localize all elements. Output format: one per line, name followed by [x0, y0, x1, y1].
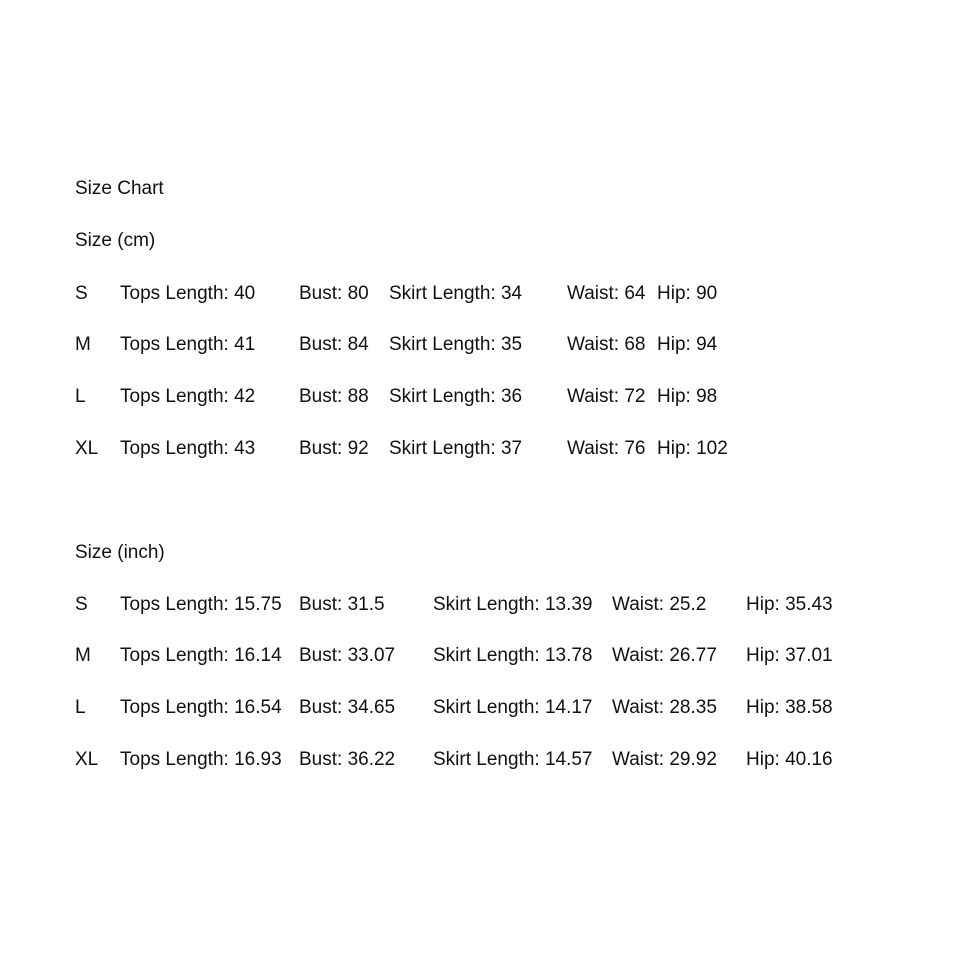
table-row — [0, 594, 960, 616]
hip-value: Hip: 38.58 — [746, 697, 833, 718]
skirt-length-value: Skirt Length: 34 — [389, 283, 523, 304]
size-label: M — [75, 645, 91, 666]
skirt-length-value: Skirt Length: 35 — [389, 334, 523, 355]
size-label: XL — [75, 438, 99, 459]
table-row — [0, 334, 960, 356]
skirt-length-value: Skirt Length: 36 — [389, 386, 523, 407]
hip-value: Hip: 35.43 — [746, 594, 833, 615]
bust-value: Bust: 84 — [299, 334, 369, 355]
hip-value: Hip: 40.16 — [746, 749, 833, 770]
table-row — [0, 438, 960, 460]
skirt-length-value: Skirt Length: 37 — [389, 438, 523, 459]
skirt-length-value: Skirt Length: 14.57 — [433, 749, 593, 770]
waist-value: Waist: 64 — [567, 283, 646, 304]
table-row — [0, 283, 960, 305]
size-label: S — [75, 283, 88, 304]
table-row — [0, 386, 960, 408]
hip-value: Hip: 37.01 — [746, 645, 833, 666]
size-label: S — [75, 594, 88, 615]
size-label: L — [75, 386, 86, 407]
waist-value: Waist: 72 — [567, 386, 646, 407]
tops-length-value: Tops Length: 43 — [120, 438, 256, 459]
skirt-length-value: Skirt Length: 13.39 — [433, 594, 593, 615]
hip-value: Hip: 90 — [657, 283, 718, 304]
bust-value: Bust: 92 — [299, 438, 369, 459]
table-row — [0, 697, 960, 719]
hip-value: Hip: 102 — [657, 438, 728, 459]
skirt-length-value: Skirt Length: 14.17 — [433, 697, 593, 718]
inch-section-heading: Size (inch) — [75, 542, 165, 563]
bust-value: Bust: 34.65 — [299, 697, 396, 718]
bust-value: Bust: 80 — [299, 283, 369, 304]
hip-value: Hip: 94 — [657, 334, 718, 355]
skirt-length-value: Skirt Length: 13.78 — [433, 645, 593, 666]
tops-length-value: Tops Length: 15.75 — [120, 594, 282, 615]
tops-length-value: Tops Length: 40 — [120, 283, 256, 304]
bust-value: Bust: 88 — [299, 386, 369, 407]
bust-value: Bust: 36.22 — [299, 749, 396, 770]
tops-length-value: Tops Length: 16.14 — [120, 645, 282, 666]
tops-length-value: Tops Length: 42 — [120, 386, 256, 407]
waist-value: Waist: 25.2 — [612, 594, 707, 615]
waist-value: Waist: 29.92 — [612, 749, 717, 770]
cm-section-heading: Size (cm) — [75, 230, 156, 251]
tops-length-value: Tops Length: 16.93 — [120, 749, 282, 770]
waist-value: Waist: 76 — [567, 438, 646, 459]
table-row — [0, 645, 960, 667]
waist-value: Waist: 68 — [567, 334, 646, 355]
size-label: XL — [75, 749, 99, 770]
waist-value: Waist: 28.35 — [612, 697, 717, 718]
size-label: L — [75, 697, 86, 718]
bust-value: Bust: 31.5 — [299, 594, 385, 615]
tops-length-value: Tops Length: 16.54 — [120, 697, 282, 718]
size-label: M — [75, 334, 91, 355]
bust-value: Bust: 33.07 — [299, 645, 396, 666]
page-title: Size Chart — [75, 178, 164, 199]
hip-value: Hip: 98 — [657, 386, 718, 407]
waist-value: Waist: 26.77 — [612, 645, 717, 666]
tops-length-value: Tops Length: 41 — [120, 334, 256, 355]
table-row — [0, 749, 960, 771]
